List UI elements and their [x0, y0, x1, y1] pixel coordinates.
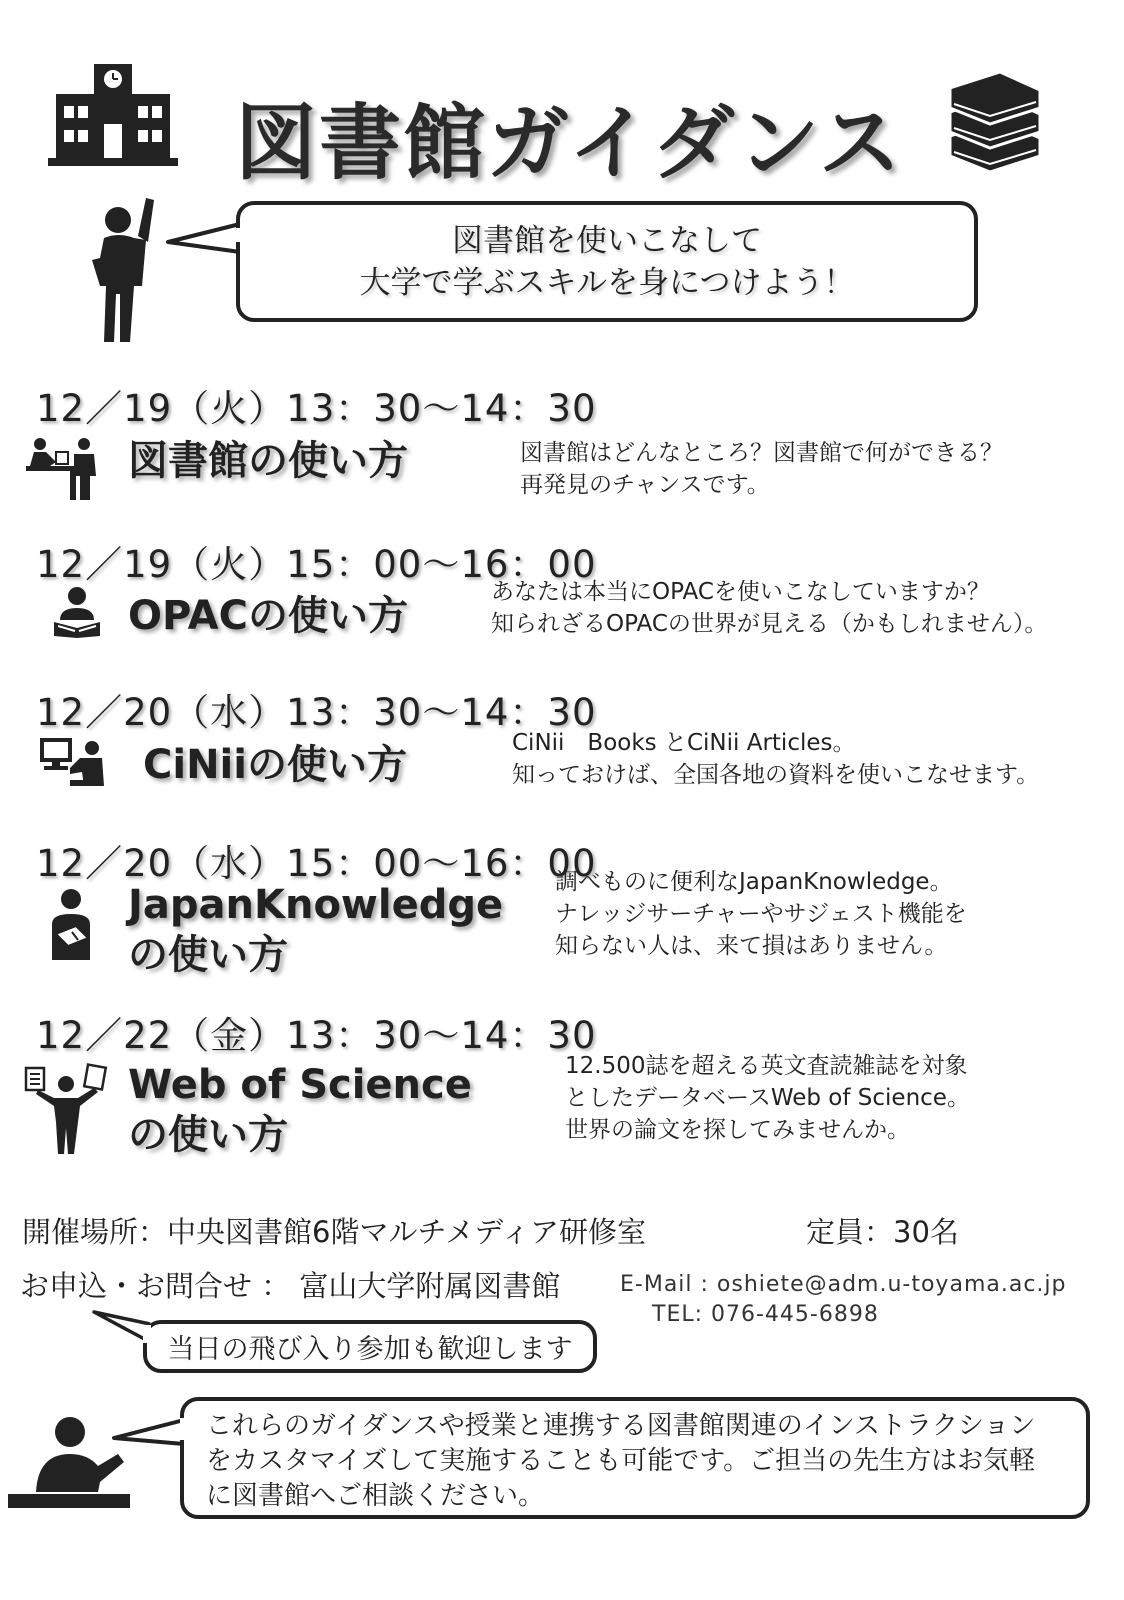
telephone: TEL: 076-445-6898	[652, 1302, 879, 1327]
note-line: これらのガイダンスや授業と連携する図書館関連のインストラクション	[206, 1411, 1036, 1441]
stacked-books-icon	[940, 66, 1050, 176]
venue: 開催場所：中央図書館6階マルチメディア研修室	[22, 1215, 646, 1249]
session-3-desc-line: CiNii Books とCiNii Articles。	[512, 730, 856, 756]
intro-line-2: 大学で学ぶスキルを身につけよう！	[359, 264, 855, 301]
note-bubble	[180, 1397, 1090, 1519]
session-4-title	[128, 880, 503, 980]
page-title: 図書館ガイダンス	[235, 96, 903, 191]
intro-line-1: 図書館を使いこなして	[452, 222, 762, 259]
speech-tail-cover	[236, 228, 248, 242]
session-3-date: 12／20（水）13：30～14：30	[36, 691, 597, 734]
session-4-description	[555, 866, 967, 962]
note-line: をカスタマイズして実施することも可能です。ご担当の先生方はお気軽	[206, 1446, 1036, 1476]
session-4-desc-line: ナレッジサーチャーやサジェスト機能を	[555, 901, 967, 927]
session-5-desc-line: としたデータベースWeb of Science。	[565, 1085, 970, 1111]
reading-person-icon	[52, 586, 102, 638]
computer-user-icon	[40, 738, 106, 788]
session-2-description	[491, 576, 1047, 640]
session-2-date: 12／19（火）15：00～16：00	[36, 543, 597, 586]
session-4-date: 12／20（水）15：00～16：00	[36, 842, 597, 885]
person-holding-papers-icon	[24, 1062, 106, 1154]
session-1-desc-line: 図書館はどんなところ？図書館で何ができる？	[520, 440, 1003, 466]
library-desk-icon	[26, 436, 100, 502]
inquiry: お申込・お問合せ ： 富山大学附属図書館	[20, 1269, 561, 1303]
session-4-title-line: の使い方	[128, 932, 288, 978]
walkin-tail-cover	[143, 1325, 153, 1343]
bottom-tail-cover	[180, 1418, 190, 1440]
session-1-description	[520, 437, 1003, 501]
person-with-book-icon	[46, 888, 96, 960]
session-4-desc-line: 調べものに便利なJapanKnowledge。	[555, 869, 953, 895]
walkin-text: 当日の飛び入り参加も歓迎します	[167, 1334, 573, 1365]
session-1-date: 12／19（火）13：30～14：30	[36, 387, 597, 430]
session-3-description	[512, 727, 1039, 791]
session-5-desc-line: 世界の論文を探してみませんか。	[565, 1117, 910, 1143]
session-5-title-line: Web of Science	[128, 1062, 472, 1108]
session-1-title: 図書館の使い方	[128, 438, 408, 484]
walkin-bubble	[143, 1320, 597, 1373]
bottom-speech-tail	[110, 1412, 190, 1452]
session-3-title: CiNiiの使い方	[143, 742, 407, 788]
session-1-desc-line: 再発見のチャンスです。	[520, 472, 770, 498]
capacity: 定員：30名	[806, 1215, 959, 1249]
intro-bubble	[236, 201, 978, 322]
session-5-desc-line: 12.500誌を超える英文査読雑誌を対象	[565, 1053, 968, 1079]
session-2-desc-line: 知られざるOPACの世界が見える（かもしれません）。	[491, 611, 1048, 637]
session-4-desc-line: 知らない人は、来て損はありません。	[555, 933, 948, 959]
session-2-title: OPACの使い方	[128, 593, 408, 639]
session-5-description	[565, 1050, 970, 1146]
cheering-person-icon	[90, 196, 170, 346]
email[interactable]: E-Mail : oshiete@adm.u-toyama.ac.jp	[620, 1272, 1067, 1297]
session-5-date: 12／22（金）13：30～14：30	[36, 1014, 597, 1057]
note-line: に図書館へご相談ください。	[206, 1481, 545, 1511]
session-4-title-line: JapanKnowledge	[128, 882, 504, 928]
university-building-icon	[48, 58, 178, 168]
session-5-title	[128, 1060, 472, 1160]
session-2-desc-line: あなたは本当にOPACを使いこなしていますか？	[491, 579, 990, 605]
speech-tail	[166, 222, 246, 262]
session-5-title-line: の使い方	[128, 1112, 288, 1158]
session-3-desc-line: 知っておけば、全国各地の資料を使いこなせます。	[512, 762, 1040, 788]
